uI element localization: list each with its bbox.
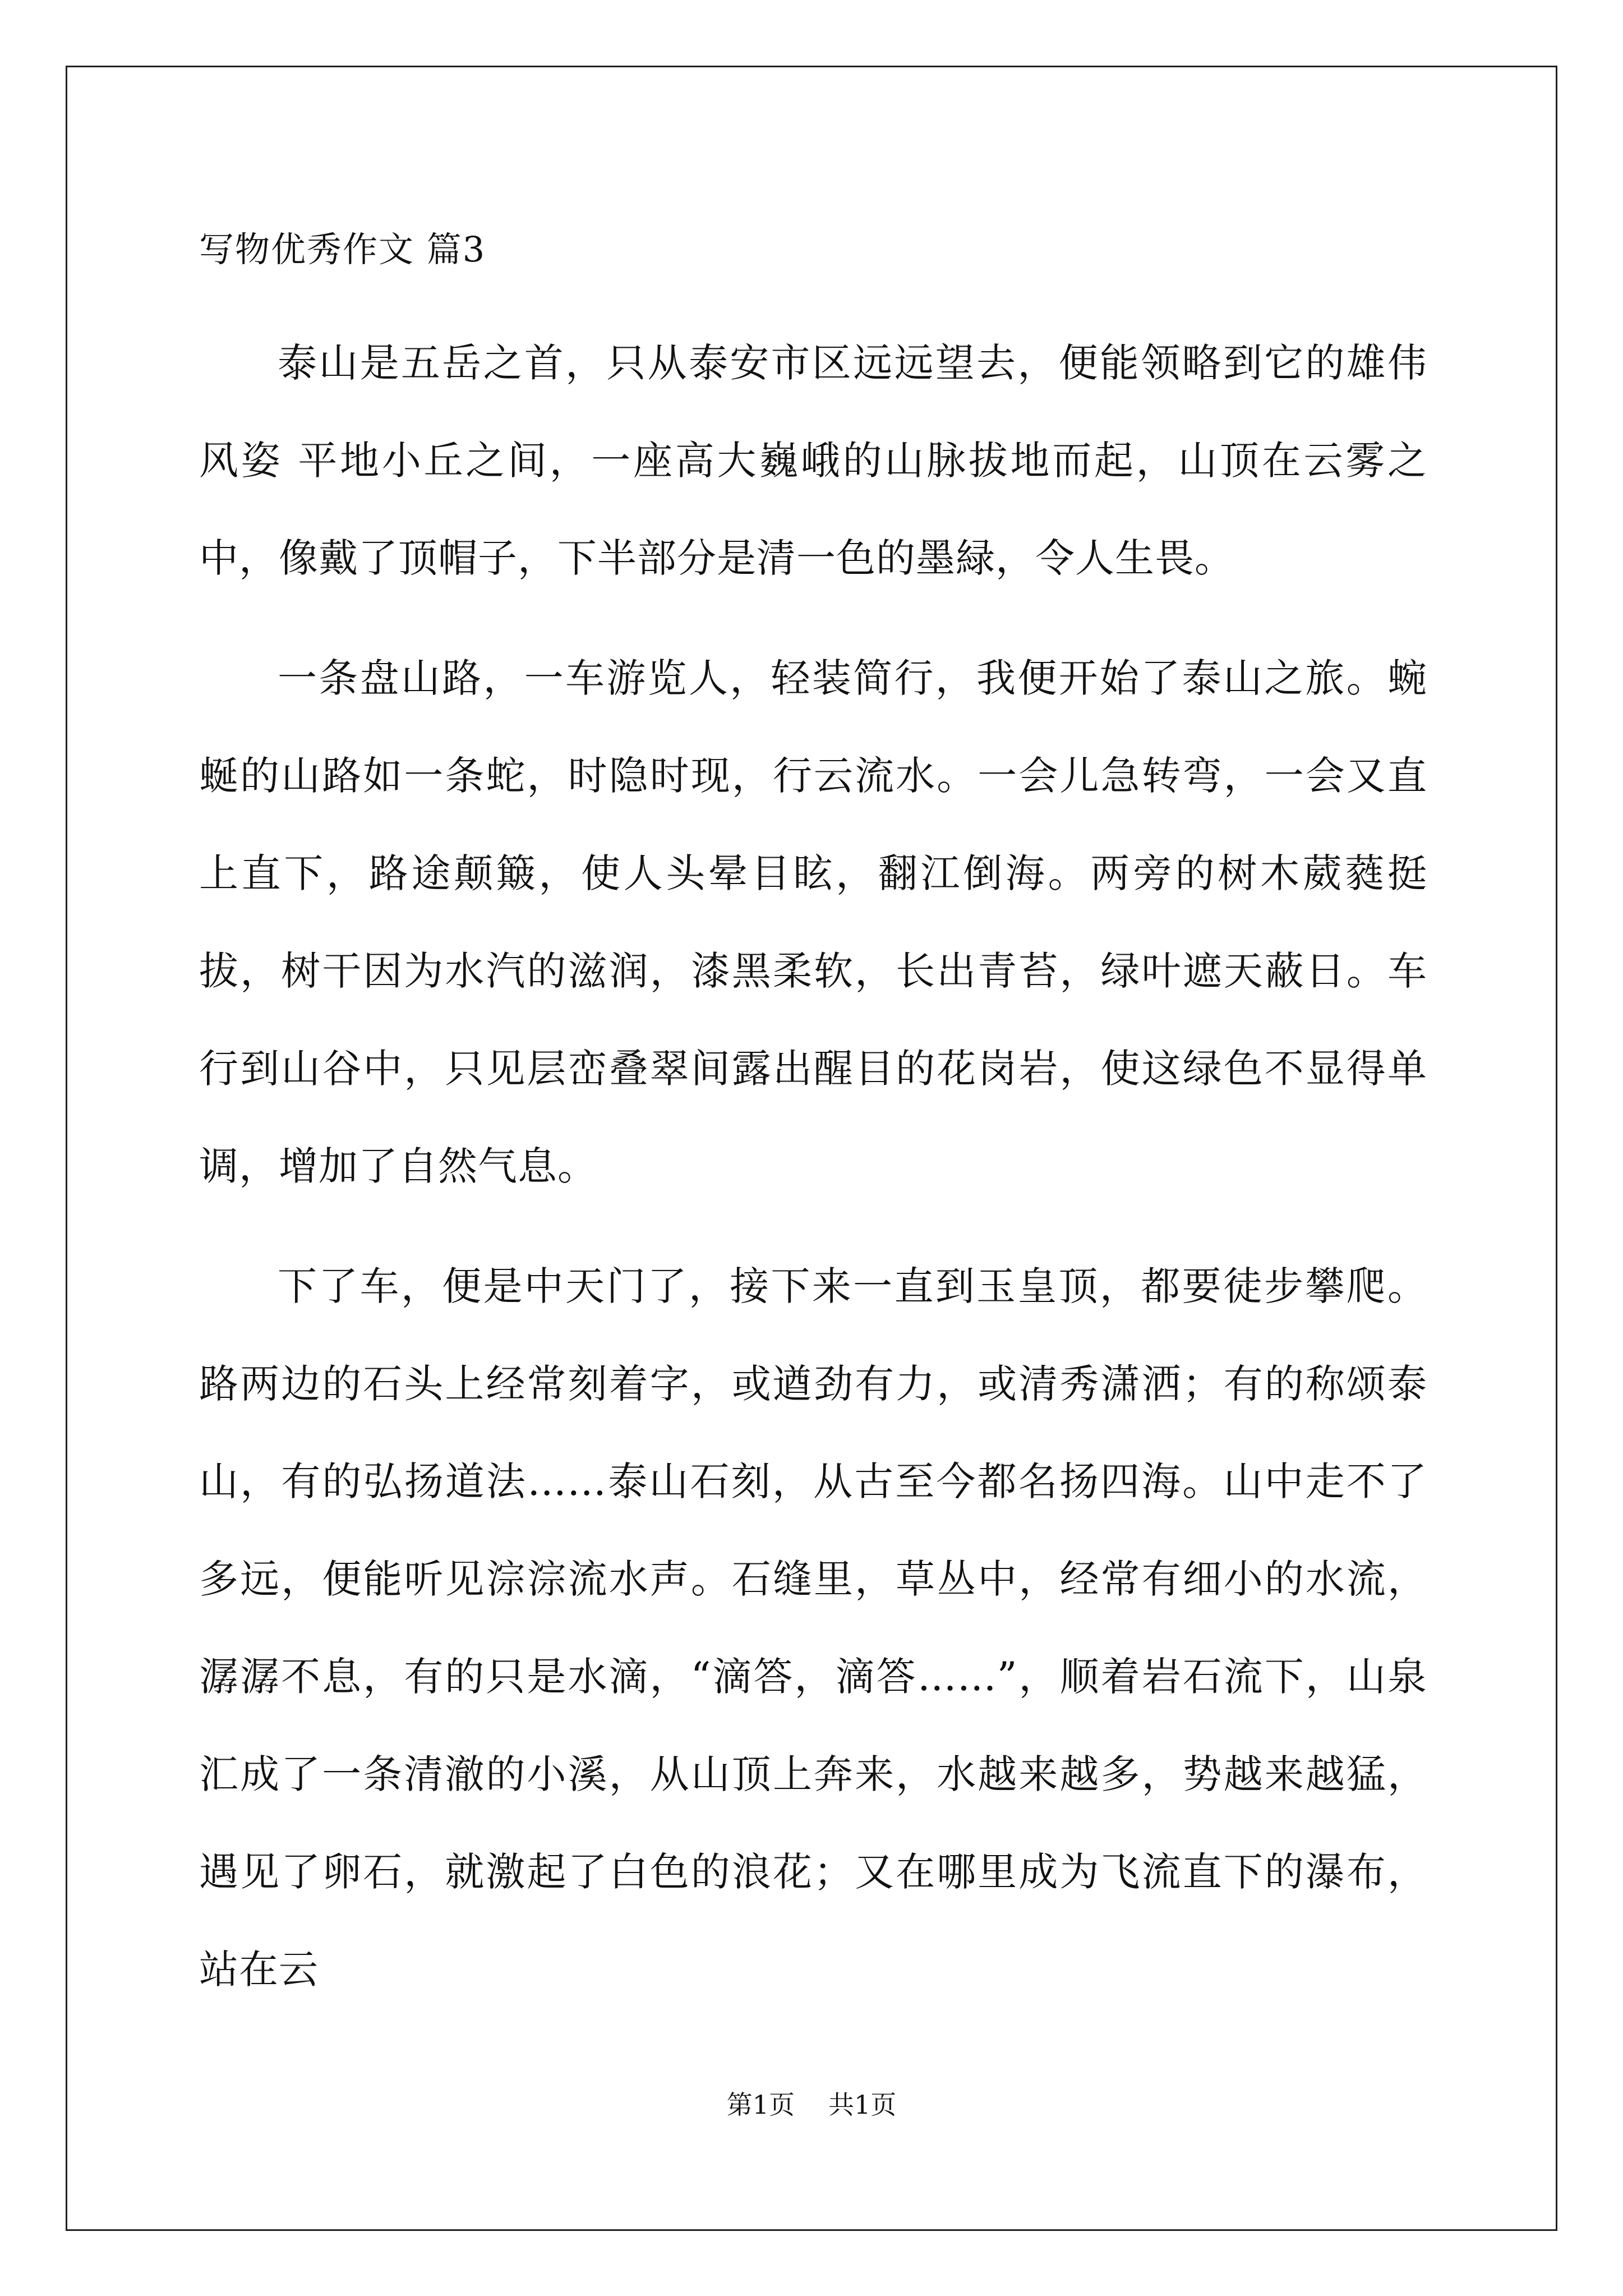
paragraph-3: 下了车，便是中天门了，接下来一直到玉皇顶，都要徒步攀爬。路两边的石头上经常刻着字，或遒劲有力，或清秀潇洒；有的称颂泰山，有的弘扬道法……泰山石刻，从古至今都名扬四海。山中走不了多远，便能听见淙淙流水声。石缝里，草丛中，经常有细小的水流，潺潺不息，有的只是水滴，“滴答，滴答……”，顺着岩石流下，山泉汇成了一条清澈的小溪，从山顶上奔来，水越来越多，势越来越猛，遇见了卵石，就激起了白色的浪花；又在哪里成为飞流直下的瀑布，站在云 <box>199 1263 1427 1993</box>
page-number: 第1页 <box>726 2090 795 2120</box>
page-total: 共1页 <box>828 2090 897 2120</box>
paragraph-2: 一条盘山路，一车游览人，轻装简行，我便开始了泰山之旅。蜿蜒的山路如一条蛇，时隐时现，行云流水。一会儿急转弯，一会又直上直下，路途颠簸，使人头晕目眩，翻江倒海。两旁的树木葳蕤挺拔，树干因为水汽的滋润，漆黑柔软，长出青苔，绿叶遮天蔽日。车行到山谷中，只见层峦叠翠间露出醒目的花岗岩，使这绿色不显得单调，增加了自然气息。 <box>199 655 1427 1189</box>
essay-title: 写物优秀作文 篇3 <box>199 229 486 270</box>
paragraph-1: 泰山是五岳之首，只从泰安市区远远望去，便能领略到它的雄伟风姿 平地小丘之间，一座高大巍峨的山脉拔地而起，山顶在云雾之中，像戴了顶帽子，下半部分是清一色的墨緑，令人生畏。 <box>199 340 1427 581</box>
page-footer <box>0 2088 1623 2122</box>
essay-body <box>199 314 1427 2041</box>
